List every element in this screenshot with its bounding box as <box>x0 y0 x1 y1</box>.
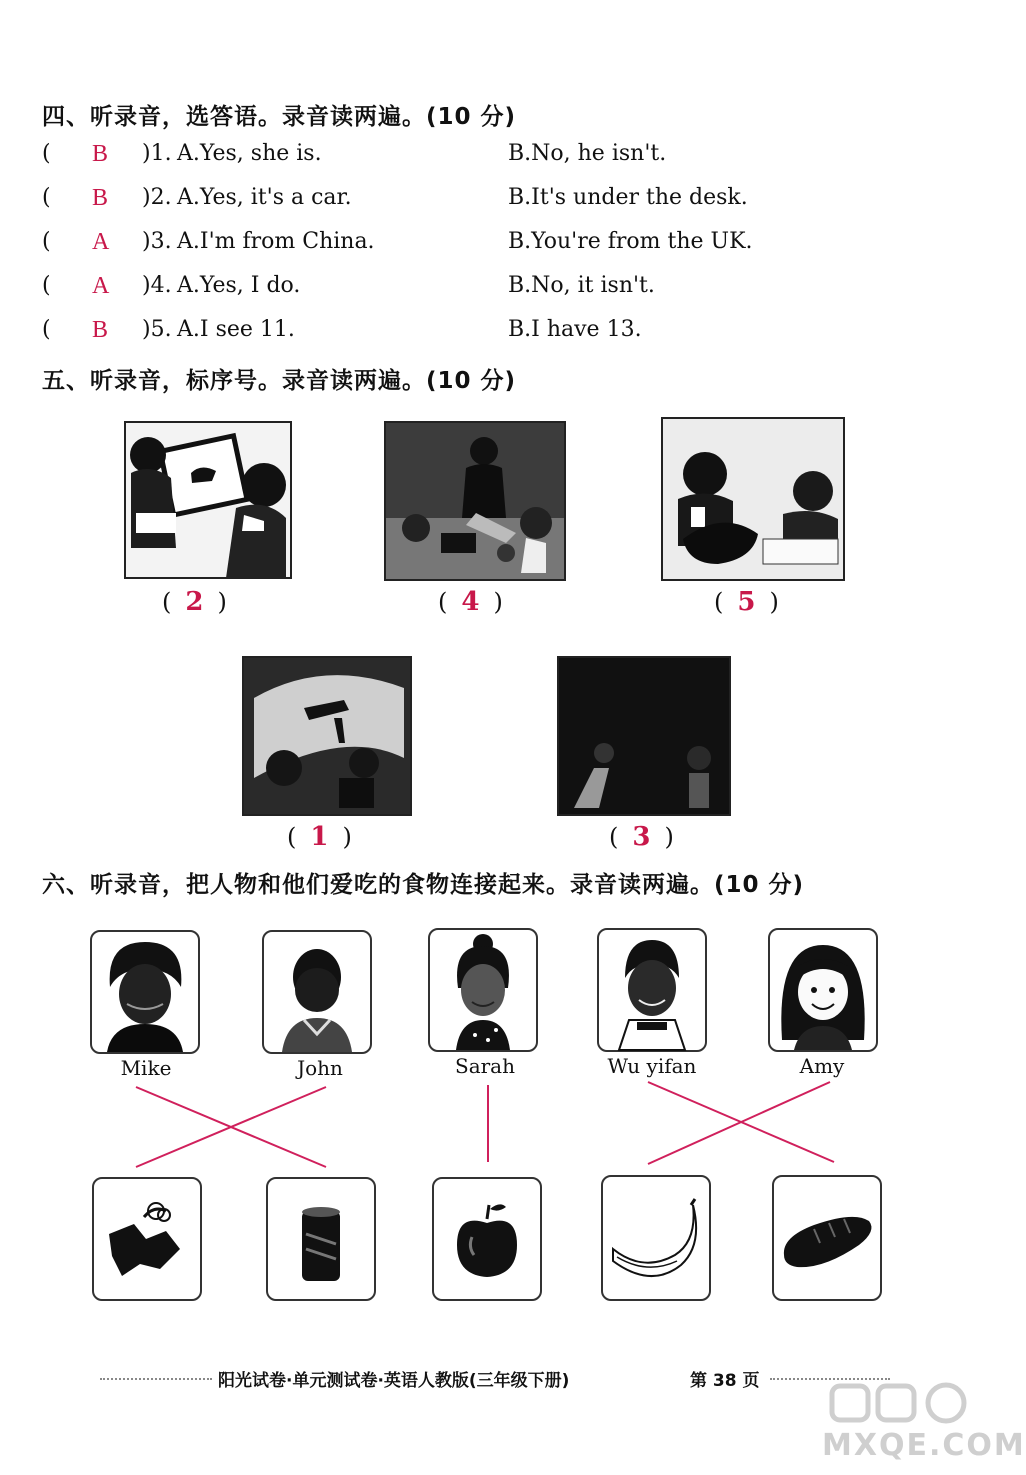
question-answer: B <box>92 141 109 167</box>
answer-box-1: ( 2 ) <box>162 587 227 617</box>
question-number: )4. <box>142 273 172 298</box>
option-a: A.I'm from China. <box>177 229 375 254</box>
option-b: B.I have 13. <box>508 317 642 342</box>
person-name: Mike <box>120 1056 172 1080</box>
question-number: )1. <box>142 141 172 166</box>
answer-box-4: ( 1 ) <box>287 822 352 852</box>
bread-icon <box>774 1177 880 1299</box>
watermark-logo <box>812 1380 1026 1470</box>
footer-dots-left <box>100 1378 212 1380</box>
drink-can-icon <box>268 1179 374 1299</box>
question-open-paren: ( <box>42 141 51 166</box>
food-card-grapes <box>92 1177 202 1301</box>
question-answer: B <box>92 317 109 343</box>
question-number: )2. <box>142 185 172 210</box>
person-name: Amy <box>799 1054 845 1078</box>
watermark-text: MXQE.COM <box>822 1428 1026 1463</box>
question-open-paren: ( <box>42 317 51 342</box>
question-answer: B <box>92 185 109 211</box>
question-number: )5. <box>142 317 172 342</box>
section-4-title: 四、听录音，选答语。录音读两遍。(10 分) <box>42 104 517 130</box>
question-number: )3. <box>142 229 172 254</box>
question-open-paren: ( <box>42 229 51 254</box>
answer-box-5: ( 3 ) <box>609 822 674 852</box>
footer-title: 阳光试卷·单元测试卷·英语人教版(三年级下册) <box>218 1371 570 1391</box>
person-name: John <box>297 1056 343 1080</box>
apple-icon <box>434 1179 540 1299</box>
option-b: B.No, it isn't. <box>508 273 655 298</box>
option-a: A.Yes, I do. <box>177 273 301 298</box>
person-name: Sarah <box>455 1054 515 1078</box>
food-card-banana <box>601 1175 711 1301</box>
section-6-title: 六、听录音，把人物和他们爱吃的食物连接起来。录音读两遍。(10 分) <box>42 872 805 898</box>
option-a: A.I see 11. <box>177 317 295 342</box>
option-b: B.No, he isn't. <box>508 141 667 166</box>
grapes-icon <box>94 1179 200 1299</box>
question-open-paren: ( <box>42 273 51 298</box>
option-a: A.Yes, it's a car. <box>177 185 352 210</box>
banana-icon <box>603 1177 709 1299</box>
option-b: B.It's under the desk. <box>508 185 748 210</box>
question-answer: A <box>92 273 110 299</box>
food-card-bread <box>772 1175 882 1301</box>
person-name: Wu yifan <box>607 1054 697 1078</box>
option-b: B.You're from the UK. <box>508 229 753 254</box>
footer-page-number: 第 38 页 <box>690 1371 760 1391</box>
question-open-paren: ( <box>42 185 51 210</box>
answer-box-2: ( 4 ) <box>438 587 503 617</box>
answer-box-3: ( 5 ) <box>714 587 779 617</box>
question-answer: A <box>92 229 110 255</box>
section-5-title: 五、听录音，标序号。录音读两遍。(10 分) <box>42 368 517 394</box>
food-card-apple <box>432 1177 542 1301</box>
food-card-drink <box>266 1177 376 1301</box>
option-a: A.Yes, she is. <box>177 141 322 166</box>
